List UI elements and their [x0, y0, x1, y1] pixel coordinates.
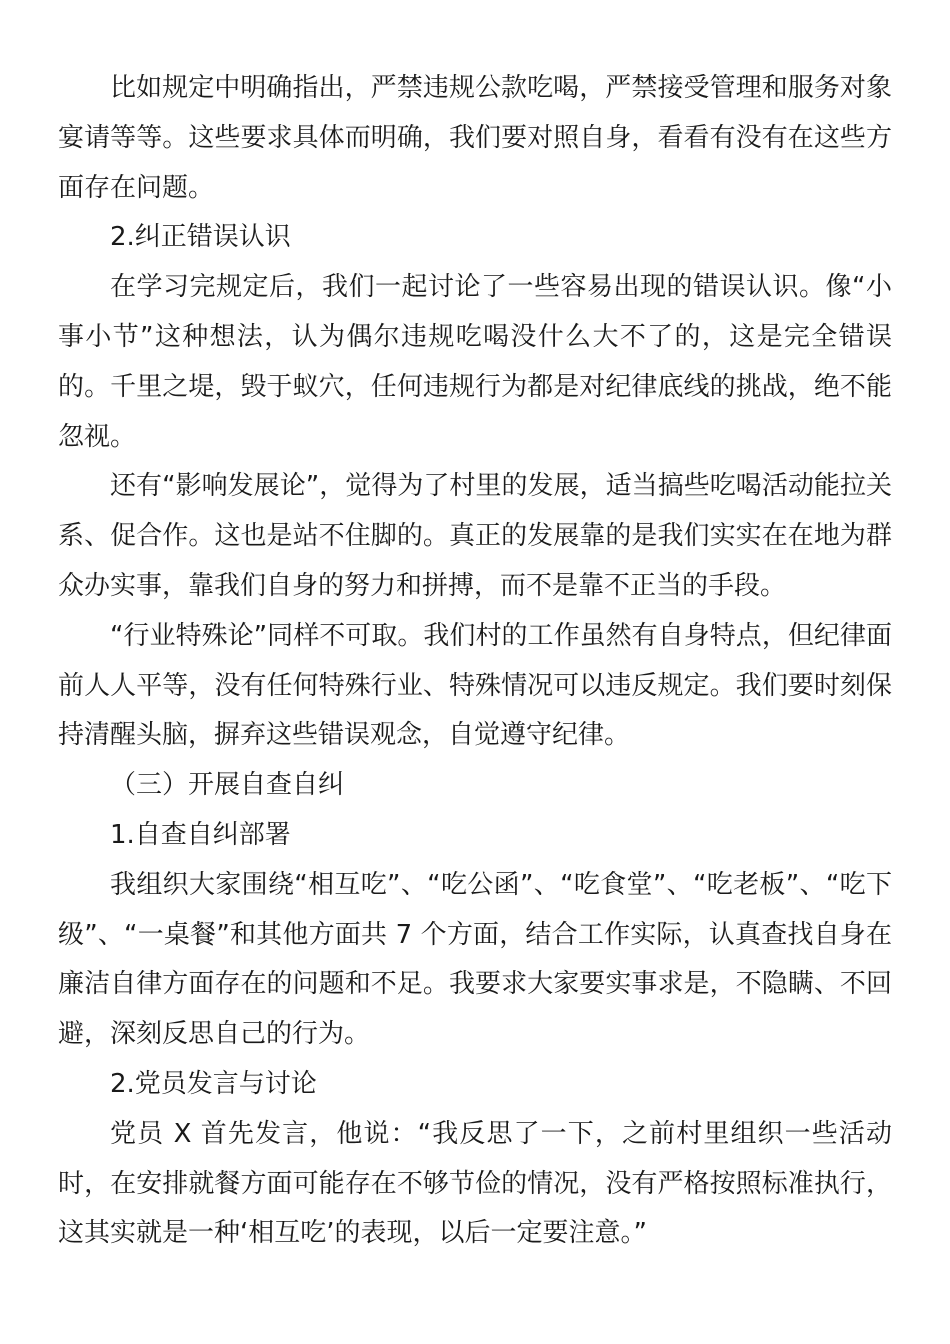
paragraph-regulation-examples: 比如规定中明确指出，严禁违规公款吃喝，严禁接受管理和服务对象宴请等等。这些要求具体而明确，我们要对照自身，看看有没有在这些方面存在问题。 — [58, 73, 892, 203]
paragraph-self-inspection-deployment: 我组织大家围绕“相互吃”、“吃公函”、“吃食堂”、“吃老板”、“吃下级”、“一桌餐”和其他方面共 7 个方面，结合工作实际，认真查找自身在廉洁自律方面存在的问题和不足。我要求大家要实事求是，不隐瞒、不回避，深刻反思自己的行为。 — [58, 869, 892, 1050]
paragraph-member-x-speech: 党员 X 首先发言，他说：“我反思了一下，之前村里组织一些活动时，在安排就餐方面可能存在不够节俭的情况，没有严格按照标准执行，这其实就是一种‘相互吃’的表现，以后一定要注意。” — [58, 1118, 892, 1249]
paragraph-industry-special-theory: “行业特殊论”同样不可取。我们村的工作虽然有自身特点，但纪律面前人人平等，没有任何特殊行业、特殊情况可以违反规定。我们要时刻保持清醒头脑，摒弃这些错误观念，自觉遵守纪律。 — [58, 620, 892, 751]
heading-self-inspection: （三）开展自查自纠 — [110, 770, 345, 801]
heading-self-inspection-deployment: 1.自查自纠部署 — [110, 819, 291, 850]
paragraph-small-matters: 在学习完规定后，我们一起讨论了一些容易出现的错误认识。像“小事小节”这种想法，认为偶尔违规吃喝没什么大不了的，这是完全错误的。千里之堤，毁于蚁穴，任何违规行为都是对纪律底线的挑战，绝不能忽视。 — [58, 272, 892, 452]
heading-correct-misconceptions: 2.纠正错误认识 — [110, 222, 291, 253]
paragraph-development-theory: 还有“影响发展论”，觉得为了村里的发展，适当搞些吃喝活动能拉关系、促合作。这也是站不住脚的。真正的发展靠的是我们实实在在地为群众办实事，靠我们自身的努力和拼搏，而不是靠不正当的手段。 — [58, 471, 892, 601]
heading-member-discussion: 2.党员发言与讨论 — [110, 1068, 317, 1099]
document-body — [58, 64, 892, 1259]
